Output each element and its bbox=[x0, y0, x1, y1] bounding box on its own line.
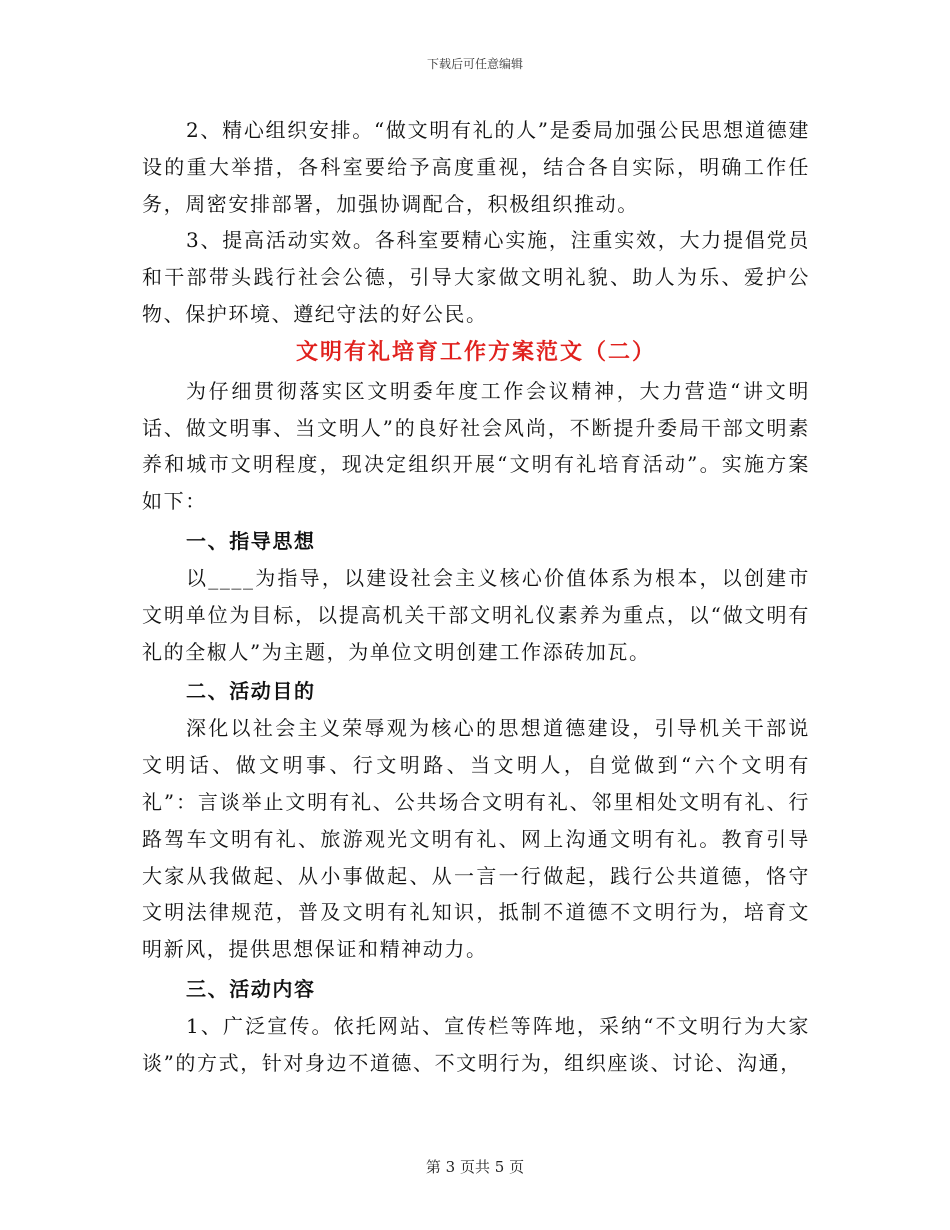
paragraph-arrangement: 2、精心组织安排。“做文明有礼的人”是委局加强公民思想道德建设的重大举措，各科室要给予高度重视，结合各自实际，明确工作任务，周密安排部署，加强协调配合，积极组织推动。 bbox=[142, 118, 810, 216]
paragraph-purpose: 深化以社会主义荣辱观为核心的思想道德建设，引导机关干部说文明话、做文明事、行文明路、当文明人，自觉做到“六个文明有礼”：言谈举止文明有礼、公共场合文明有礼、邻里相处文明有礼、行路驾车文明有礼、旅游观光文明有礼、网上沟通文明有礼。教育引导大家从我做起、从小事做起、从一言一行做起，践行公共道德，恪守文明法律规范，普及文明有礼知识，抵制不道德不文明行为，培育文明新风，提供思想保证和精神动力。 bbox=[142, 716, 810, 962]
header-note: 下载后可任意编辑 bbox=[426, 57, 523, 71]
document-body bbox=[142, 112, 810, 1082]
paragraph-intro: 为仔细贯彻落实区文明委年度工作会议精神，大力营造“讲文明话、做文明事、当文明人”的良好社会风尚，不断提升委局干部文明素养和城市文明程度，现决定组织开展“文明有礼培育活动”。实施方案如下： bbox=[142, 378, 810, 514]
section-heading-guiding-thought: 一、指导思想 bbox=[186, 528, 316, 553]
paragraph-guiding-thought: 以____为指导，以建设社会主义核心价值体系为根本，以创建市文明单位为目标，以提高机关干部文明礼仪素养为重点，以“做文明有礼的全椒人”为主题，为单位文明创建工作添砖加瓦。 bbox=[142, 565, 810, 664]
paragraph-effectiveness: 3、提高活动实效。各科室要精心实施，注重实效，大力提倡党员和干部带头践行社会公德，引导大家做文明礼貌、助人为乐、爱护公物、保护环境、遵纪守法的好公民。 bbox=[142, 228, 810, 326]
section-heading-purpose: 二、活动目的 bbox=[186, 679, 316, 704]
page-number: 第 3 页共 5 页 bbox=[425, 1158, 525, 1176]
section-heading-content: 三、活动内容 bbox=[186, 976, 316, 1001]
document-title: 文明有礼培育工作方案范文（二） bbox=[295, 339, 656, 365]
paragraph-publicity: 1、广泛宣传。依托网站、宣传栏等阵地，采纳“不文明行为大家谈”的方式，针对身边不道德、不文明行为，组织座谈、讨论、沟通， bbox=[142, 1013, 810, 1075]
